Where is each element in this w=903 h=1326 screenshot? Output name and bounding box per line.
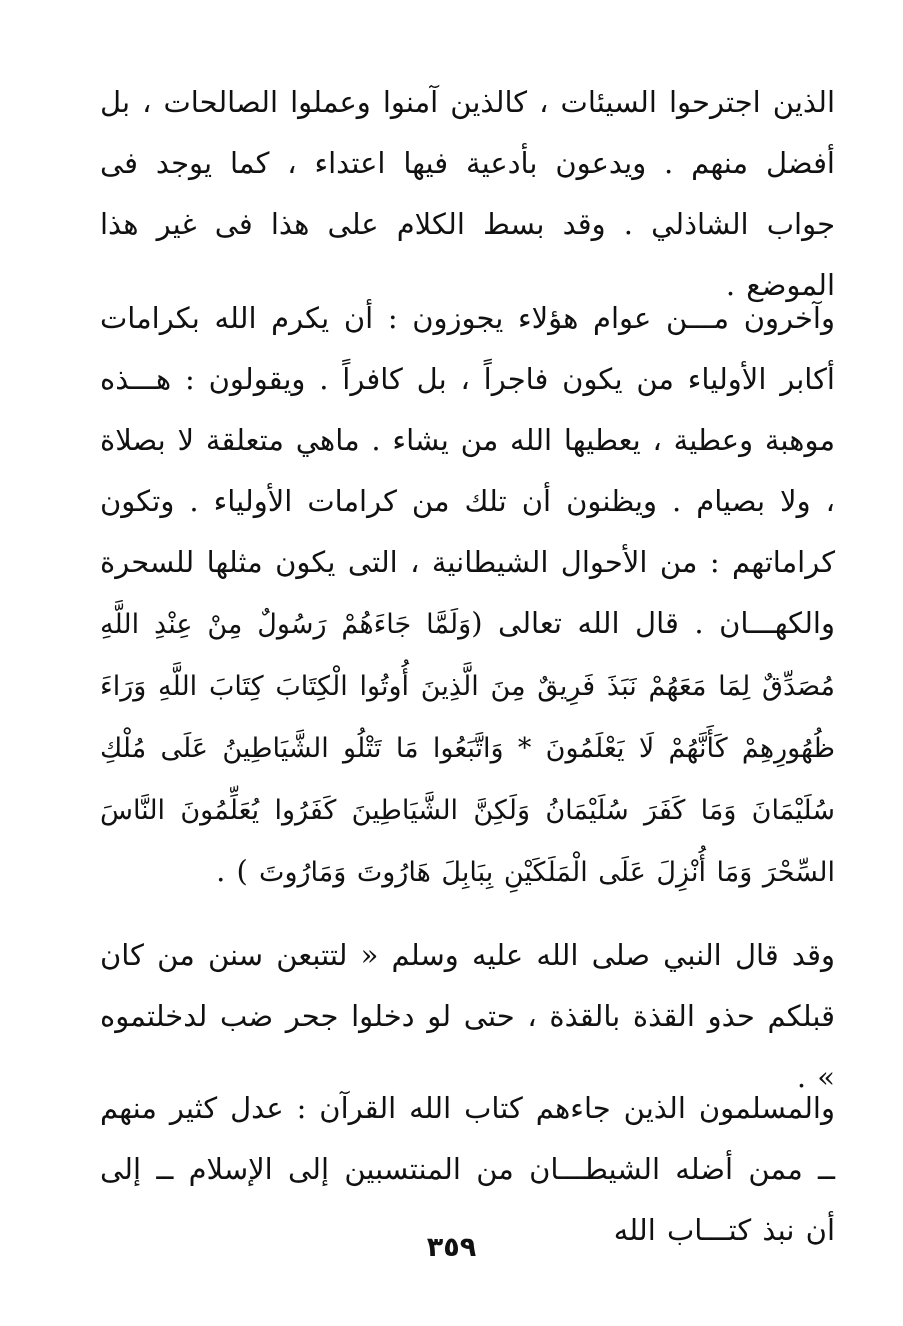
paragraph-1 bbox=[100, 72, 835, 316]
paragraph-2-text: وآخرون مـــن عوام هؤلاء يجوزون : أن يكرم الله بكرامات أكابر الأولياء من يكون فاجراً ، بل كافراً . ويقولون : هـــذه موهبة وعطية ، يعطيها الله من يشاء . ماهي متعلقة لا بصلاة ، ولا بصيام . ويظنون أن تلك من كرامات الأولياء . وتكون كراماتهم : من الأحوال الشيطانية ، التى يكون مثلها للسحرة والكهـــان . قال الله تعالى ( bbox=[100, 301, 835, 640]
quran-verse: وَلَمَّا جَاءَهُمْ رَسُولٌ مِنْ عِنْدِ اللَّهِ مُصَدِّقٌ لِمَا مَعَهُمْ نَبَذَ فَرِيقٌ مِنَ الَّذِينَ أُوتُوا الْكِتَابَ كِتَابَ اللَّهِ وَرَاءَ ظُهُورِهِمْ كَأَنَّهُمْ لَا يَعْلَمُونَ * وَاتَّبَعُوا مَا تَتْلُو الشَّيَاطِينُ عَلَى مُلْكِ سُلَيْمَانَ وَمَا كَفَرَ سُلَيْمَانُ وَلَكِنَّ الشَّيَاطِينَ كَفَرُوا يُعَلِّمُونَ النَّاسَ السِّحْرَ وَمَا أُنْزِلَ عَلَى الْمَلَكَيْنِ بِبَابِلَ هَارُوتَ وَمَارُوتَ bbox=[100, 609, 835, 888]
paragraph-3-text: وقد قال النبي صلى الله عليه وسلم « لتتبعن سنن من كان قبلكم حذو القذة بالقذة ، حتى لو دخلوا جحر ضب لدخلتموه » . bbox=[100, 938, 835, 1094]
paragraph-4-text: والمسلمون الذين جاءهم كتاب الله القرآن : عدل كثير منهم ــ ممن أضله الشيطـــان من المنتسبين إلى الإسلام ــ إلى أن نبذ كتـــاب الله bbox=[100, 1091, 835, 1247]
paragraph-2 bbox=[100, 288, 835, 903]
quran-verse-close: ) . bbox=[216, 854, 248, 888]
paragraph-1-text: الذين اجترحوا السيئات ، كالذين آمنوا وعملوا الصالحات ، بل أفضل منهم . ويدعون بأدعية فيها اعتداء ، كما يوجد فى جواب الشاذلي . وقد بسط الكلام على هذا فى غير هذا الموضع . bbox=[100, 85, 835, 302]
page-number: ٣٥٩ bbox=[426, 1232, 477, 1263]
